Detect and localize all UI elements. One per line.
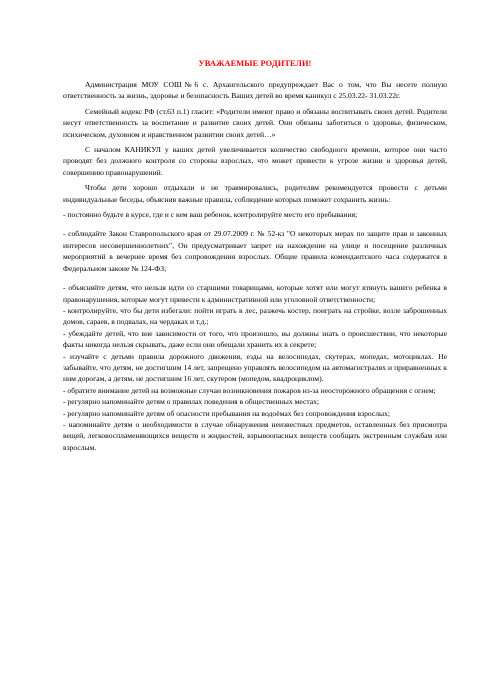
rule-item: - обратите внимание детей на возможные случаи возникновения пожаров из-за неосторожного обращения с огнем; [63,385,436,395]
rule-item: - регулярно напоминайте детям о правилах поведения в общественных местах; [63,397,320,407]
paragraph-holidays: С началом КАНИКУЛ у ваших детей увеличивается количество свободного времени, которое они часто проводят без должного контроля со стороны взрослых, что может привести к угрозе жизни и здоровья детей, совершению правонарушений. [63,145,447,177]
rule-item: - объясняйте детям, что нельзя идти со старшими товарищами, которые хотят или могут втянуть вашего ребенка в правонарушения, которые могут привести к административной или уголовной ответственности; [63,283,447,304]
rule-item: - контролируйте, что бы дети избегали: пойти играть в лес, разжечь костер, поиграть на стройке, возле заброшенных домов, сараев, в подвалах, на чердаках и т.д.; [63,305,447,327]
rule-item: - убеждайте детей, что вне зависимости от того, что произошло, вы должны знать о происшествии, что некоторые факты никогда нельзя скрывать, даже если они обещали хранить их в секрете; [63,328,447,350]
rule-item: - регулярно напоминайте детям об опасности пребывания на водоёмах без сопровождения взрослых; [63,408,391,418]
rule-item: - напоминайте детям о необходимости в случае обнаружения неизвестных предметов, оставленных без присмотра вещей, легковоспламеняющихся веществ и жидкостей, взрывоопасных веществ сообщать экстренным службам или взрослым. [63,419,447,452]
rule-item: - изучайте с детьми правила дорожного движения, езды на велосипедах, скутерах, мопедах, мотоциклах. Не забывайте, что детям, не достигшим 14 лет, запрещено управлять велосипедом на автомагистралях и приравненных к ним дорогам, а детям, не достигшим 16 лет, скутером (мопедом, квадроциклом). [63,351,447,384]
rule-item: - соблюдайте Закон Ставропольского края от 29.07.2009 г. № 52-кз "О некоторых мерах по защите прав и законных интересов несовершеннолетних", Он предусматривает запрет на нахождение на улице и посещение различных мероприятий в вечернее время без сопровождения взрослых. Общие правила комендантского часа содержатся в Федеральном законе № 124-ФЗ; [63,229,447,273]
page-title: УВАЖАЕМЫЕ РОДИТЕЛИ! [198,59,312,68]
document-page [63,58,447,453]
paragraph-intro: Администрация МОУ СОШ№6 с. Архангельского предупреждает Вас о том, что Вы несете полную ответственность за жизнь, здоровье и безопасность Ваших детей во время каникул с 25.03.22- 31.03.22г. [63,80,447,101]
rule-item: - постоянно будьте в курсе, где и с кем ваш ребенок, контролируйте место его пребывания; [63,210,358,220]
paragraph-family-code: Семейный кодекс РФ (ст.63 п.1) гласит: «Родители имеют право и обязаны воспитывать своих детей. Родители несут ответственность за воспитание и развитие своих детей. Они обязаны заботиться о здоровье, физическом, психическом, духовном и нравственном развитии своих детей…» [63,106,447,139]
paragraph-recommendation: Чтобы дети хорошо отдыхали и не травмировались, родителям рекомендуется провести с детьми индивидуальные беседы, объяснив важные правила, соблюдение которых поможет сохранить жизнь: [63,183,447,204]
